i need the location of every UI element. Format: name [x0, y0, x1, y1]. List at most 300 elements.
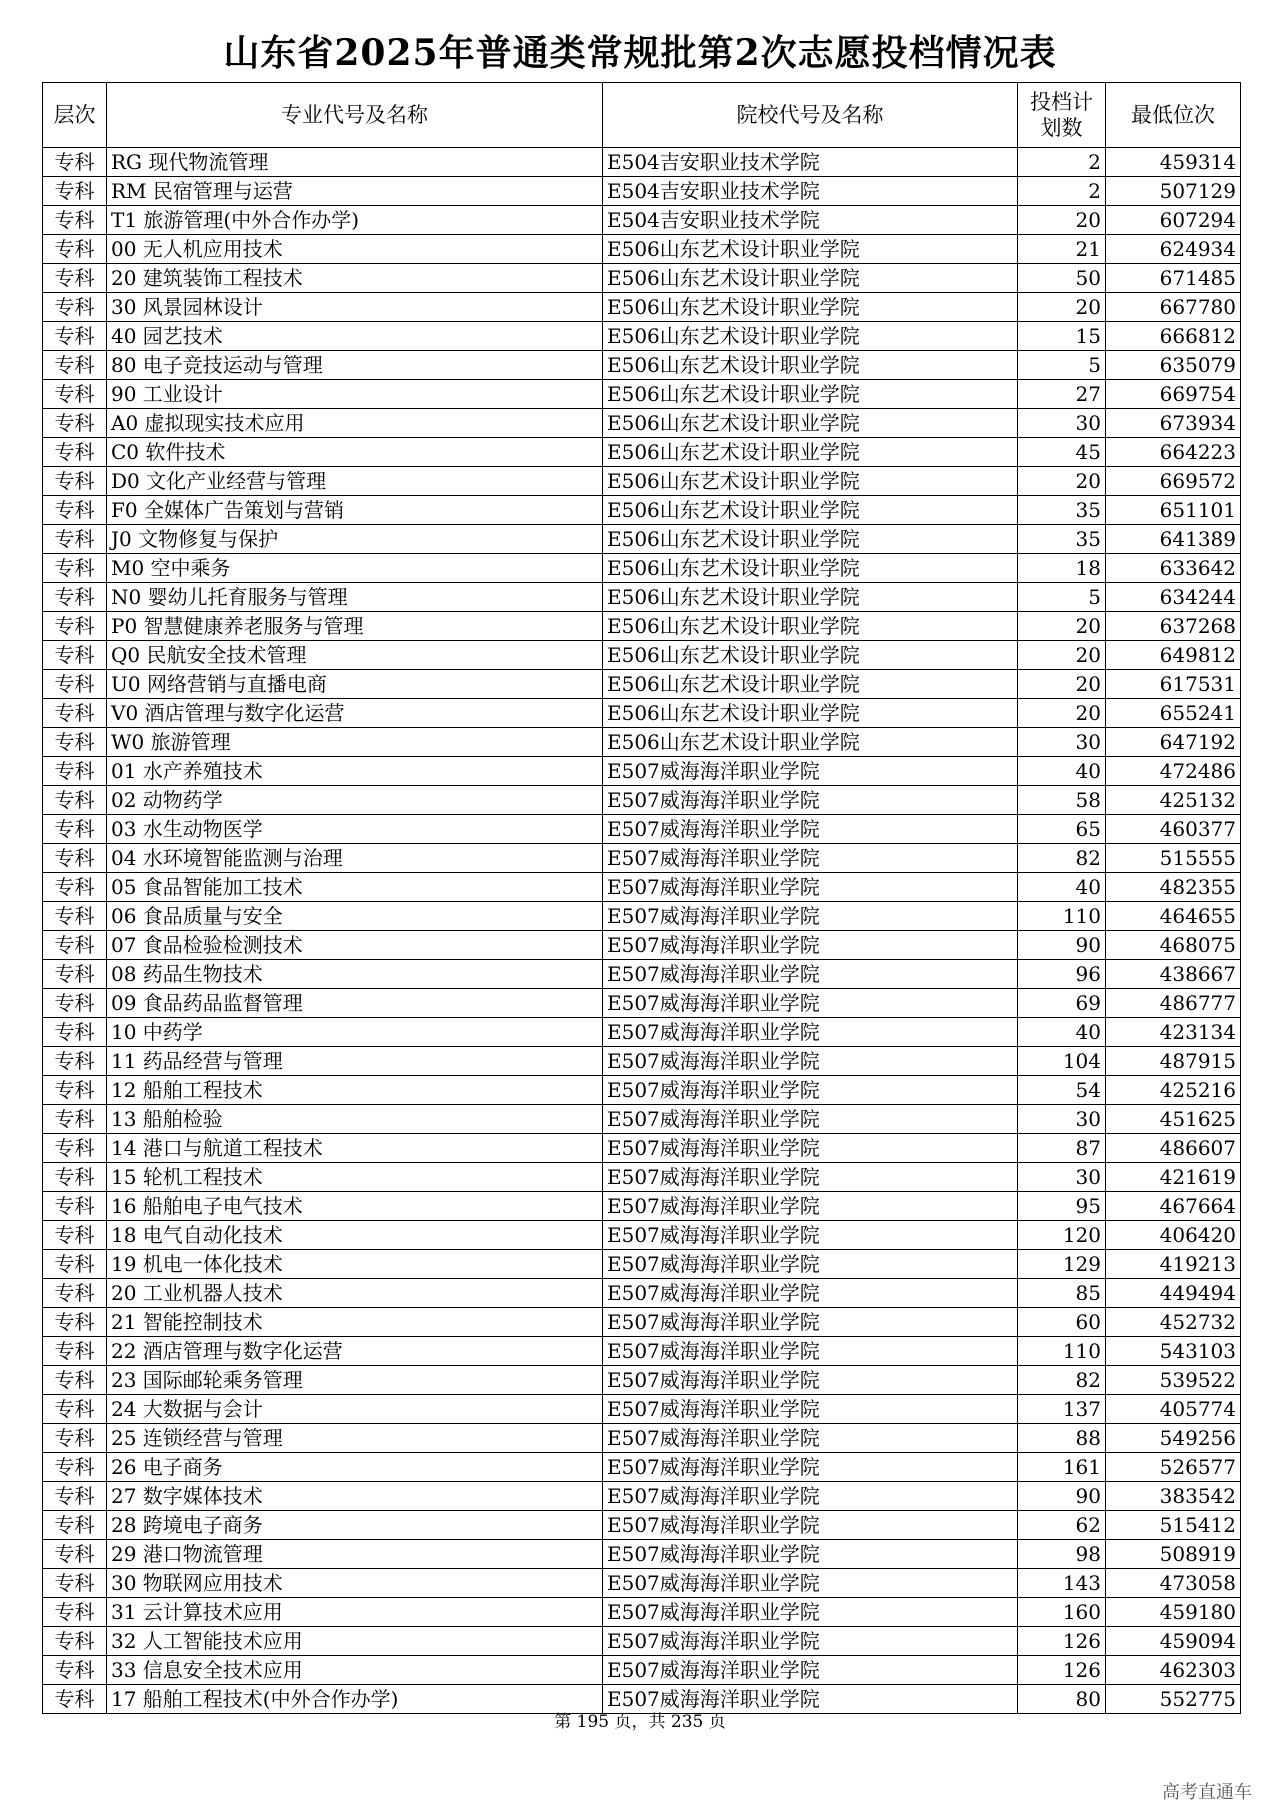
table-row — [43, 380, 1241, 409]
cell-school: E506山东艺术设计职业学院 — [603, 293, 1018, 322]
table-row — [43, 989, 1241, 1018]
table-row — [43, 1105, 1241, 1134]
cell-level: 专科 — [43, 1221, 107, 1250]
header-major: 专业代号及名称 — [107, 83, 603, 148]
cell-major: 28 跨境电子商务 — [107, 1511, 603, 1540]
cell-major: F0 全媒体广告策划与营销 — [107, 496, 603, 525]
table-row — [43, 815, 1241, 844]
cell-major: 13 船舶检验 — [107, 1105, 603, 1134]
cell-rank: 462303 — [1106, 1656, 1241, 1685]
cell-level: 专科 — [43, 525, 107, 554]
cell-level: 专科 — [43, 1018, 107, 1047]
cell-rank: 624934 — [1106, 235, 1241, 264]
table-row — [43, 1250, 1241, 1279]
cell-level: 专科 — [43, 1279, 107, 1308]
cell-major: T1 旅游管理(中外合作办学) — [107, 206, 603, 235]
cell-major: 26 电子商务 — [107, 1453, 603, 1482]
cell-major: 24 大数据与会计 — [107, 1395, 603, 1424]
table-row — [43, 960, 1241, 989]
cell-rank: 669754 — [1106, 380, 1241, 409]
cell-rank: 438667 — [1106, 960, 1241, 989]
cell-major: 12 船舶工程技术 — [107, 1076, 603, 1105]
cell-level: 专科 — [43, 1250, 107, 1279]
cell-plan: 110 — [1018, 902, 1106, 931]
table-row — [43, 467, 1241, 496]
cell-plan: 20 — [1018, 699, 1106, 728]
table-row — [43, 496, 1241, 525]
cell-rank: 472486 — [1106, 757, 1241, 786]
table-row — [43, 873, 1241, 902]
cell-school: E504吉安职业技术学院 — [603, 206, 1018, 235]
cell-rank: 486777 — [1106, 989, 1241, 1018]
cell-plan: 82 — [1018, 844, 1106, 873]
cell-major: 02 动物药学 — [107, 786, 603, 815]
cell-major: 09 食品药品监督管理 — [107, 989, 603, 1018]
table-row — [43, 1308, 1241, 1337]
header-rank: 最低位次 — [1106, 83, 1241, 148]
cell-school: E507威海海洋职业学院 — [603, 1395, 1018, 1424]
cell-plan: 129 — [1018, 1250, 1106, 1279]
cell-major: 19 机电一体化技术 — [107, 1250, 603, 1279]
cell-level: 专科 — [43, 612, 107, 641]
cell-rank: 468075 — [1106, 931, 1241, 960]
cell-level: 专科 — [43, 322, 107, 351]
cell-rank: 425132 — [1106, 786, 1241, 815]
table-row — [43, 264, 1241, 293]
cell-major: 29 港口物流管理 — [107, 1540, 603, 1569]
table-row — [43, 699, 1241, 728]
cell-rank: 669572 — [1106, 467, 1241, 496]
cell-level: 专科 — [43, 293, 107, 322]
cell-rank: 655241 — [1106, 699, 1241, 728]
table-row — [43, 1366, 1241, 1395]
cell-school: E504吉安职业技术学院 — [603, 177, 1018, 206]
cell-plan: 69 — [1018, 989, 1106, 1018]
cell-school: E506山东艺术设计职业学院 — [603, 699, 1018, 728]
cell-plan: 20 — [1018, 467, 1106, 496]
cell-rank: 666812 — [1106, 322, 1241, 351]
cell-level: 专科 — [43, 438, 107, 467]
table-row — [43, 786, 1241, 815]
cell-major: 10 中药学 — [107, 1018, 603, 1047]
cell-plan: 35 — [1018, 525, 1106, 554]
cell-school: E507威海海洋职业学院 — [603, 1656, 1018, 1685]
table-row — [43, 293, 1241, 322]
table-row — [43, 1627, 1241, 1656]
cell-major: A0 虚拟现实技术应用 — [107, 409, 603, 438]
cell-major: 05 食品智能加工技术 — [107, 873, 603, 902]
cell-major: 06 食品质量与安全 — [107, 902, 603, 931]
cell-rank: 607294 — [1106, 206, 1241, 235]
cell-plan: 30 — [1018, 1163, 1106, 1192]
cell-rank: 633642 — [1106, 554, 1241, 583]
cell-plan: 90 — [1018, 1482, 1106, 1511]
cell-rank: 649812 — [1106, 641, 1241, 670]
table-row — [43, 641, 1241, 670]
cell-school: E506山东艺术设计职业学院 — [603, 264, 1018, 293]
table-row — [43, 1656, 1241, 1685]
cell-major: 14 港口与航道工程技术 — [107, 1134, 603, 1163]
table-row — [43, 844, 1241, 873]
cell-school: E507威海海洋职业学院 — [603, 1627, 1018, 1656]
cell-major: 90 工业设计 — [107, 380, 603, 409]
cell-school: E506山东艺术设计职业学院 — [603, 554, 1018, 583]
cell-plan: 27 — [1018, 380, 1106, 409]
cell-school: E506山东艺术设计职业学院 — [603, 322, 1018, 351]
table-row — [43, 1395, 1241, 1424]
cell-plan: 58 — [1018, 786, 1106, 815]
cell-plan: 40 — [1018, 1018, 1106, 1047]
cell-plan: 20 — [1018, 206, 1106, 235]
cell-school: E507威海海洋职业学院 — [603, 1598, 1018, 1627]
cell-plan: 65 — [1018, 815, 1106, 844]
cell-level: 专科 — [43, 1105, 107, 1134]
cell-plan: 20 — [1018, 612, 1106, 641]
cell-plan: 20 — [1018, 670, 1106, 699]
cell-level: 专科 — [43, 409, 107, 438]
cell-plan: 120 — [1018, 1221, 1106, 1250]
cell-school: E507威海海洋职业学院 — [603, 1047, 1018, 1076]
cell-level: 专科 — [43, 206, 107, 235]
cell-plan: 30 — [1018, 409, 1106, 438]
admission-table — [42, 82, 1241, 1714]
cell-plan: 110 — [1018, 1337, 1106, 1366]
cell-level: 专科 — [43, 728, 107, 757]
cell-plan: 5 — [1018, 351, 1106, 380]
cell-level: 专科 — [43, 264, 107, 293]
cell-plan: 60 — [1018, 1308, 1106, 1337]
cell-major: 21 智能控制技术 — [107, 1308, 603, 1337]
cell-rank: 641389 — [1106, 525, 1241, 554]
cell-school: E506山东艺术设计职业学院 — [603, 641, 1018, 670]
table-row — [43, 438, 1241, 467]
cell-major: M0 空中乘务 — [107, 554, 603, 583]
cell-school: E507威海海洋职业学院 — [603, 931, 1018, 960]
cell-level: 专科 — [43, 786, 107, 815]
cell-level: 专科 — [43, 380, 107, 409]
cell-major: C0 软件技术 — [107, 438, 603, 467]
cell-major: 30 风景园林设计 — [107, 293, 603, 322]
cell-major: 01 水产养殖技术 — [107, 757, 603, 786]
cell-rank: 664223 — [1106, 438, 1241, 467]
table-row — [43, 1482, 1241, 1511]
cell-level: 专科 — [43, 1076, 107, 1105]
header-level: 层次 — [43, 83, 107, 148]
cell-school: E507威海海洋职业学院 — [603, 873, 1018, 902]
table-row — [43, 351, 1241, 380]
cell-plan: 2 — [1018, 148, 1106, 177]
cell-school: E507威海海洋职业学院 — [603, 1221, 1018, 1250]
cell-plan: 104 — [1018, 1047, 1106, 1076]
table-row — [43, 554, 1241, 583]
cell-major: J0 文物修复与保护 — [107, 525, 603, 554]
table-row — [43, 1134, 1241, 1163]
table-row — [43, 728, 1241, 757]
cell-school: E507威海海洋职业学院 — [603, 1163, 1018, 1192]
table-row — [43, 583, 1241, 612]
cell-school: E507威海海洋职业学院 — [603, 1453, 1018, 1482]
cell-school: E506山东艺术设计职业学院 — [603, 409, 1018, 438]
cell-plan: 126 — [1018, 1656, 1106, 1685]
cell-rank: 419213 — [1106, 1250, 1241, 1279]
cell-school: E506山东艺术设计职业学院 — [603, 670, 1018, 699]
cell-level: 专科 — [43, 902, 107, 931]
cell-rank: 507129 — [1106, 177, 1241, 206]
cell-rank: 383542 — [1106, 1482, 1241, 1511]
cell-plan: 126 — [1018, 1627, 1106, 1656]
cell-rank: 526577 — [1106, 1453, 1241, 1482]
cell-major: 18 电气自动化技术 — [107, 1221, 603, 1250]
cell-level: 专科 — [43, 873, 107, 902]
cell-school: E507威海海洋职业学院 — [603, 1482, 1018, 1511]
cell-plan: 85 — [1018, 1279, 1106, 1308]
cell-major: V0 酒店管理与数字化运营 — [107, 699, 603, 728]
cell-school: E507威海海洋职业学院 — [603, 989, 1018, 1018]
cell-school: E507威海海洋职业学院 — [603, 844, 1018, 873]
cell-major: 08 药品生物技术 — [107, 960, 603, 989]
cell-level: 专科 — [43, 641, 107, 670]
cell-school: E507威海海洋职业学院 — [603, 1366, 1018, 1395]
cell-plan: 2 — [1018, 177, 1106, 206]
cell-level: 专科 — [43, 1337, 107, 1366]
cell-school: E507威海海洋职业学院 — [603, 1076, 1018, 1105]
cell-rank: 459314 — [1106, 148, 1241, 177]
cell-plan: 5 — [1018, 583, 1106, 612]
cell-level: 专科 — [43, 757, 107, 786]
cell-major: 23 国际邮轮乘务管理 — [107, 1366, 603, 1395]
cell-level: 专科 — [43, 1627, 107, 1656]
cell-plan: 160 — [1018, 1598, 1106, 1627]
table-row — [43, 1337, 1241, 1366]
cell-major: 31 云计算技术应用 — [107, 1598, 603, 1627]
cell-major: 00 无人机应用技术 — [107, 235, 603, 264]
table-row — [43, 1279, 1241, 1308]
cell-major: 04 水环境智能监测与治理 — [107, 844, 603, 873]
cell-level: 专科 — [43, 1598, 107, 1627]
cell-major: 25 连锁经营与管理 — [107, 1424, 603, 1453]
table-row — [43, 177, 1241, 206]
cell-rank: 482355 — [1106, 873, 1241, 902]
cell-school: E507威海海洋职业学院 — [603, 1424, 1018, 1453]
cell-rank: 671485 — [1106, 264, 1241, 293]
cell-plan: 161 — [1018, 1453, 1106, 1482]
cell-rank: 549256 — [1106, 1424, 1241, 1453]
cell-school: E507威海海洋职业学院 — [603, 1105, 1018, 1134]
cell-rank: 467664 — [1106, 1192, 1241, 1221]
cell-school: E507威海海洋职业学院 — [603, 902, 1018, 931]
cell-level: 专科 — [43, 931, 107, 960]
table-row — [43, 148, 1241, 177]
cell-plan: 54 — [1018, 1076, 1106, 1105]
cell-level: 专科 — [43, 699, 107, 728]
cell-major: 11 药品经营与管理 — [107, 1047, 603, 1076]
cell-major: W0 旅游管理 — [107, 728, 603, 757]
table-row — [43, 1540, 1241, 1569]
cell-rank: 543103 — [1106, 1337, 1241, 1366]
cell-rank: 515412 — [1106, 1511, 1241, 1540]
cell-plan: 96 — [1018, 960, 1106, 989]
cell-school: E507威海海洋职业学院 — [603, 1134, 1018, 1163]
table-row — [43, 206, 1241, 235]
cell-rank: 459094 — [1106, 1627, 1241, 1656]
cell-level: 专科 — [43, 1685, 107, 1714]
table-row — [43, 1018, 1241, 1047]
table-row — [43, 670, 1241, 699]
cell-level: 专科 — [43, 496, 107, 525]
cell-school: E507威海海洋职业学院 — [603, 1569, 1018, 1598]
cell-rank: 647192 — [1106, 728, 1241, 757]
cell-major: 20 建筑装饰工程技术 — [107, 264, 603, 293]
cell-plan: 82 — [1018, 1366, 1106, 1395]
cell-plan: 40 — [1018, 757, 1106, 786]
cell-school: E506山东艺术设计职业学院 — [603, 612, 1018, 641]
header-plan-line2: 划数 — [1040, 116, 1083, 140]
cell-level: 专科 — [43, 1395, 107, 1424]
cell-level: 专科 — [43, 844, 107, 873]
table-row — [43, 902, 1241, 931]
cell-plan: 20 — [1018, 641, 1106, 670]
cell-rank: 451625 — [1106, 1105, 1241, 1134]
table-row — [43, 1424, 1241, 1453]
cell-major: D0 文化产业经营与管理 — [107, 467, 603, 496]
cell-major: 16 船舶电子电气技术 — [107, 1192, 603, 1221]
cell-plan: 80 — [1018, 1685, 1106, 1714]
cell-rank: 508919 — [1106, 1540, 1241, 1569]
cell-rank: 651101 — [1106, 496, 1241, 525]
cell-major: RG 现代物流管理 — [107, 148, 603, 177]
table-row — [43, 1511, 1241, 1540]
cell-plan: 90 — [1018, 931, 1106, 960]
cell-level: 专科 — [43, 1424, 107, 1453]
cell-plan: 62 — [1018, 1511, 1106, 1540]
cell-school: E506山东艺术设计职业学院 — [603, 728, 1018, 757]
cell-school: E507威海海洋职业学院 — [603, 1685, 1018, 1714]
header-plan — [1018, 83, 1106, 148]
table-row — [43, 525, 1241, 554]
cell-rank: 464655 — [1106, 902, 1241, 931]
cell-school: E507威海海洋职业学院 — [603, 1192, 1018, 1221]
cell-school: E506山东艺术设计职业学院 — [603, 351, 1018, 380]
cell-plan: 87 — [1018, 1134, 1106, 1163]
cell-level: 专科 — [43, 815, 107, 844]
table-row — [43, 931, 1241, 960]
cell-rank: 552775 — [1106, 1685, 1241, 1714]
cell-level: 专科 — [43, 351, 107, 380]
cell-major: N0 婴幼儿托育服务与管理 — [107, 583, 603, 612]
cell-rank: 459180 — [1106, 1598, 1241, 1627]
cell-major: P0 智慧健康养老服务与管理 — [107, 612, 603, 641]
cell-level: 专科 — [43, 1453, 107, 1482]
watermark: 高考直通车 — [1162, 1782, 1252, 1803]
cell-level: 专科 — [43, 1366, 107, 1395]
header-school: 院校代号及名称 — [603, 83, 1018, 148]
cell-school: E506山东艺术设计职业学院 — [603, 235, 1018, 264]
cell-level: 专科 — [43, 1134, 107, 1163]
cell-rank: 421619 — [1106, 1163, 1241, 1192]
cell-major: 20 工业机器人技术 — [107, 1279, 603, 1308]
cell-school: E506山东艺术设计职业学院 — [603, 467, 1018, 496]
cell-plan: 40 — [1018, 873, 1106, 902]
cell-major: 07 食品检验检测技术 — [107, 931, 603, 960]
cell-school: E507威海海洋职业学院 — [603, 815, 1018, 844]
cell-school: E507威海海洋职业学院 — [603, 1279, 1018, 1308]
cell-major: 33 信息安全技术应用 — [107, 1656, 603, 1685]
cell-level: 专科 — [43, 960, 107, 989]
cell-level: 专科 — [43, 1482, 107, 1511]
cell-level: 专科 — [43, 1192, 107, 1221]
cell-plan: 45 — [1018, 438, 1106, 467]
cell-level: 专科 — [43, 1511, 107, 1540]
cell-rank: 634244 — [1106, 583, 1241, 612]
cell-plan: 137 — [1018, 1395, 1106, 1424]
cell-school: E507威海海洋职业学院 — [603, 1308, 1018, 1337]
table-row — [43, 322, 1241, 351]
cell-plan: 88 — [1018, 1424, 1106, 1453]
cell-rank: 449494 — [1106, 1279, 1241, 1308]
cell-rank: 452732 — [1106, 1308, 1241, 1337]
table-row — [43, 757, 1241, 786]
table-header-row — [43, 83, 1241, 148]
cell-school: E504吉安职业技术学院 — [603, 148, 1018, 177]
cell-level: 专科 — [43, 1047, 107, 1076]
cell-major: U0 网络营销与直播电商 — [107, 670, 603, 699]
cell-level: 专科 — [43, 467, 107, 496]
cell-plan: 98 — [1018, 1540, 1106, 1569]
table-row — [43, 1221, 1241, 1250]
cell-school: E506山东艺术设计职业学院 — [603, 496, 1018, 525]
cell-school: E507威海海洋职业学院 — [603, 1250, 1018, 1279]
cell-rank: 673934 — [1106, 409, 1241, 438]
cell-level: 专科 — [43, 583, 107, 612]
cell-plan: 30 — [1018, 728, 1106, 757]
cell-major: 80 电子竞技运动与管理 — [107, 351, 603, 380]
cell-rank: 637268 — [1106, 612, 1241, 641]
cell-plan: 50 — [1018, 264, 1106, 293]
cell-school: E506山东艺术设计职业学院 — [603, 438, 1018, 467]
cell-plan: 18 — [1018, 554, 1106, 583]
table-row — [43, 235, 1241, 264]
table-row — [43, 1163, 1241, 1192]
cell-plan: 20 — [1018, 293, 1106, 322]
cell-school: E507威海海洋职业学院 — [603, 1018, 1018, 1047]
cell-school: E506山东艺术设计职业学院 — [603, 525, 1018, 554]
cell-school: E507威海海洋职业学院 — [603, 1337, 1018, 1366]
cell-school: E507威海海洋职业学院 — [603, 1511, 1018, 1540]
cell-level: 专科 — [43, 670, 107, 699]
cell-level: 专科 — [43, 1308, 107, 1337]
cell-major: 40 园艺技术 — [107, 322, 603, 351]
cell-plan: 35 — [1018, 496, 1106, 525]
cell-major: 22 酒店管理与数字化运营 — [107, 1337, 603, 1366]
cell-major: 32 人工智能技术应用 — [107, 1627, 603, 1656]
cell-major: 27 数字媒体技术 — [107, 1482, 603, 1511]
cell-school: E507威海海洋职业学院 — [603, 757, 1018, 786]
cell-rank: 460377 — [1106, 815, 1241, 844]
table-row — [43, 1569, 1241, 1598]
cell-rank: 635079 — [1106, 351, 1241, 380]
table-row — [43, 1192, 1241, 1221]
cell-rank: 617531 — [1106, 670, 1241, 699]
cell-level: 专科 — [43, 235, 107, 264]
cell-level: 专科 — [43, 1656, 107, 1685]
table-row — [43, 612, 1241, 641]
cell-level: 专科 — [43, 177, 107, 206]
cell-major: 03 水生动物医学 — [107, 815, 603, 844]
table-row — [43, 1047, 1241, 1076]
cell-rank: 423134 — [1106, 1018, 1241, 1047]
cell-rank: 406420 — [1106, 1221, 1241, 1250]
cell-level: 专科 — [43, 554, 107, 583]
